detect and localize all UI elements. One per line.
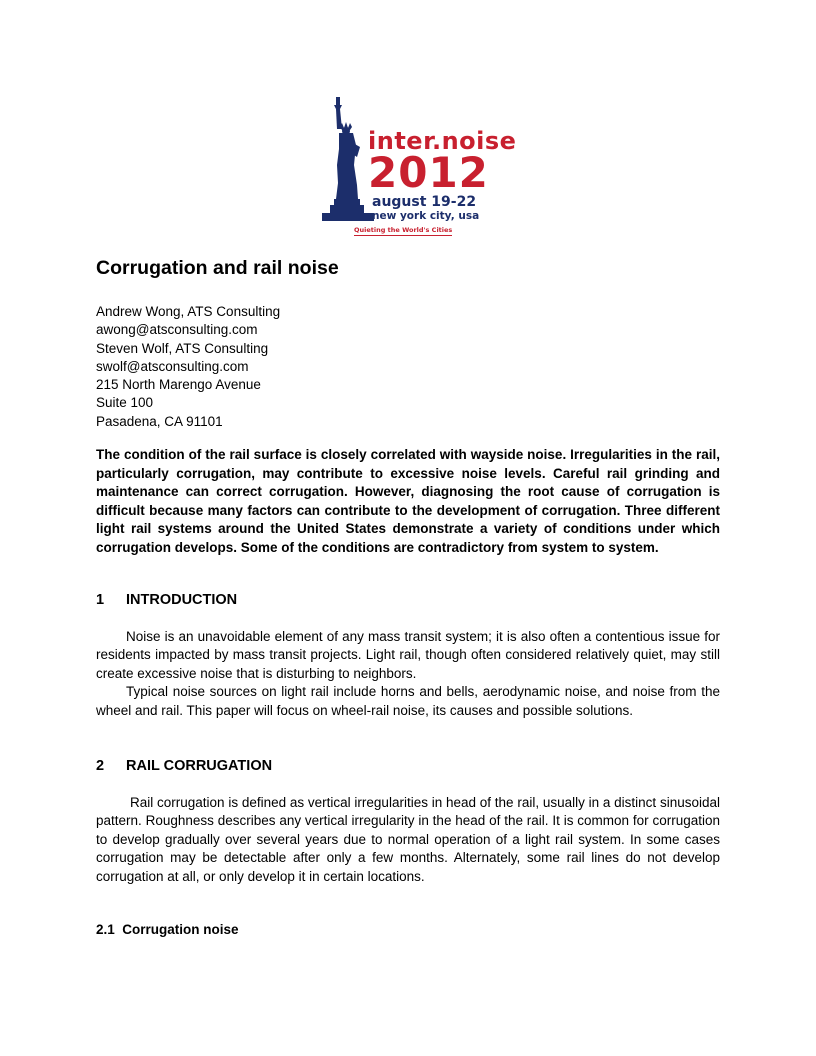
subsection-number: 2.1 [96, 922, 115, 937]
subsection-title: Corrugation noise [122, 922, 239, 937]
author-name: Andrew Wong, ATS Consulting [96, 304, 281, 319]
paragraph: Noise is an unavoidable element of any mass transit system; it is also often a contentious issue for residents impacted by mass transit projects. Light rail, though often considered relatively quiet, may still create excessive noise that is disturbing to neighbors. [96, 629, 720, 681]
section-title: INTRODUCTION [126, 592, 238, 608]
logo-name: inter.noise [368, 127, 517, 155]
author-email: swolf@atsconsulting.com [96, 358, 249, 374]
abstract: The condition of the rail surface is closely correlated with wayside noise. Irregularities in the rail, particularly corrugation, may contribute to excessive noise levels. Careful rail grinding and maintenance can correct corrugation. However, diagnosing the root cause of corrugation is difficult because many factors can contribute to the development of corrugation. Three different light rail systems around the United States demonstrate a variety of conditions under which corrugation develops. Some of the conditions are contradictory from system to system. [96, 447, 720, 555]
logo-year: 2012 [368, 148, 489, 197]
subsection-heading-corrugation-noise [96, 922, 239, 937]
address-street: 215 North Marengo Avenue [96, 377, 261, 393]
logo-dates: august 19-22 [372, 194, 477, 210]
logo-tagline: Quieting the World's Cities [354, 226, 453, 234]
paragraph: Rail corrugation is defined as vertical irregularities in head of the rail, usually in a distinct sinusoidal pattern. Roughness describes any vertical irregularity in the head of the rail. It is common for corrugation to develop gradually over several years due to normal operation of a light rail system. In some cases corrugation may be detectable after only a few months. Alternately, some rail lines do not develop corrugation at all, or only develop it in certain locations. [96, 795, 720, 884]
logo-city: new york city, usa [372, 210, 480, 222]
author-name: Steven Wolf, ATS Consulting [96, 340, 269, 356]
section-heading-introduction [96, 592, 237, 608]
address-city: Pasadena, CA 91101 [96, 413, 223, 429]
section-title: RAIL CORRUGATION [126, 758, 273, 774]
section-body-rail-corrugation [96, 794, 720, 886]
section-number: 1 [96, 592, 105, 608]
conference-logo [320, 95, 517, 245]
section-number: 2 [96, 758, 105, 774]
author-block [96, 303, 280, 431]
paper-title: Corrugation and rail noise [96, 257, 339, 279]
section-heading-rail-corrugation [96, 758, 272, 774]
section-body-introduction [96, 628, 720, 720]
paragraph: Typical noise sources on light rail include horns and bells, aerodynamic noise, and noise from the wheel and rail. This paper will focus on wheel-rail noise, its causes and possible solutions. [96, 684, 720, 718]
address-suite: Suite 100 [96, 395, 154, 411]
author-email: awong@atsconsulting.com [96, 322, 258, 338]
